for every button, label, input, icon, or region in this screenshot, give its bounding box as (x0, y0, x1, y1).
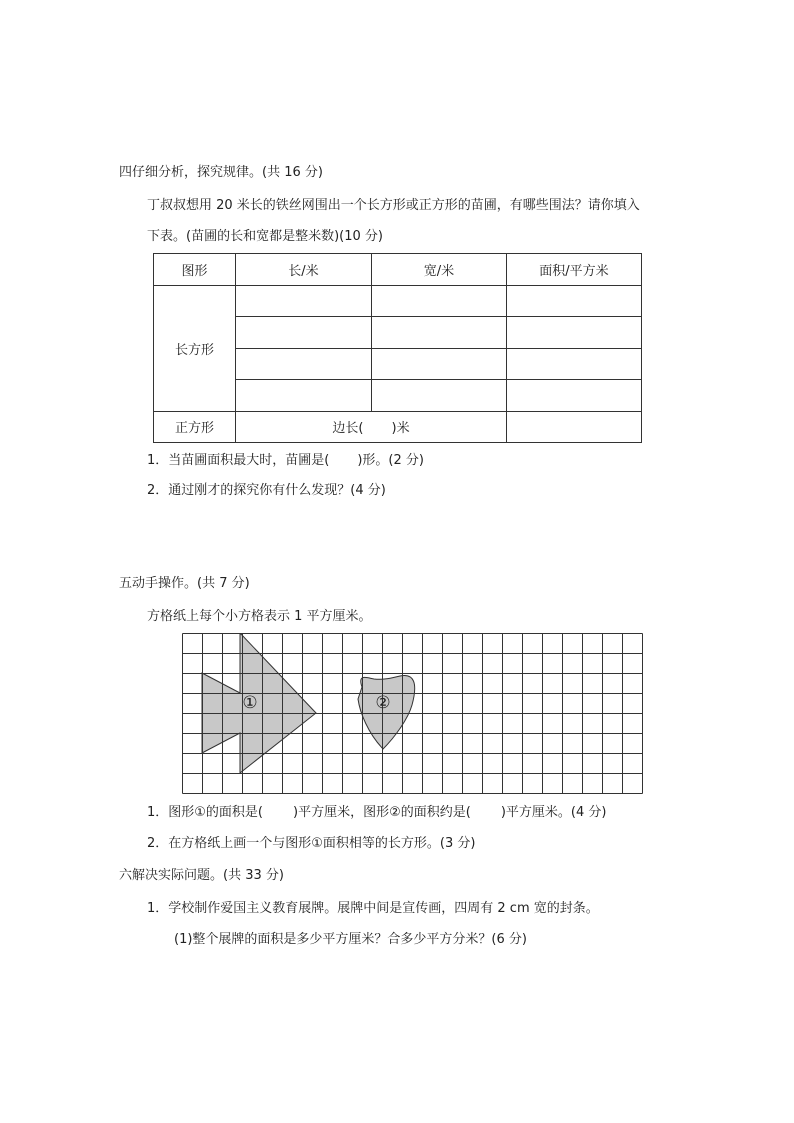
section-4-intro-line-2: 下表。(苗圃的长和宽都是整米数)(10 分) (147, 229, 383, 244)
section-6-question-1: 1．学校制作爱国主义教育展牌。展牌中间是宣传画，四周有 2 cm 宽的封条。 (147, 901, 599, 916)
answer-cell[interactable] (236, 380, 372, 412)
section-6-heading: 六解决实际问题。(共 33 分) (119, 868, 284, 883)
answer-cell[interactable] (372, 317, 507, 349)
q1-part-b: )平方厘米，图形②的面积约是( (293, 805, 471, 820)
section-6-question-1-sub-1: (1)整个展牌的面积是多少平方厘米？合多少平方分米？(6 分) (174, 932, 527, 947)
answer-cell[interactable] (507, 317, 642, 349)
rectangle-label-cell: 长方形 (154, 285, 236, 411)
answer-cell[interactable] (236, 348, 372, 380)
answer-cell[interactable] (507, 285, 642, 317)
section-5-question-1 (147, 804, 606, 822)
shape-2-label: ② (375, 693, 391, 713)
section-4-intro-line-1: 丁叔叔想用 20 米长的铁丝网围出一个长方形或正方形的苗圃，有哪些围法？请你填入 (147, 198, 640, 213)
header-length: 长/米 (236, 254, 372, 286)
fence-table (153, 253, 642, 443)
answer-cell[interactable] (507, 348, 642, 380)
q1-text-before: 1．当苗圃面积最大时，苗圃是( (147, 453, 330, 468)
q1-text-after: )形。(2 分) (357, 453, 424, 468)
q1-part-c: )平方厘米。(4 分) (500, 805, 607, 820)
answer-cell[interactable] (372, 348, 507, 380)
answer-cell[interactable] (507, 411, 642, 443)
grid-paper[interactable] (182, 633, 644, 796)
header-area: 面积/平方米 (507, 254, 642, 286)
section-4-heading: 四仔细分析，探究规律。(共 16 分) (119, 165, 323, 180)
section-5-heading: 五动手操作。(共 7 分) (119, 576, 250, 591)
answer-cell[interactable] (236, 285, 372, 317)
answer-cell[interactable] (507, 380, 642, 412)
header-shape: 图形 (154, 254, 236, 286)
square-side-cell (236, 411, 507, 443)
shape-1-label: ① (242, 693, 258, 713)
table-row (154, 411, 642, 443)
table-header-row (154, 254, 642, 286)
side-text-after: )米 (391, 421, 410, 437)
section-5-note: 方格纸上每个小方格表示 1 平方厘米。 (147, 609, 372, 624)
side-text-before: 边长( (332, 421, 364, 437)
answer-cell[interactable] (236, 317, 372, 349)
section-4-question-1 (147, 452, 424, 470)
section-5-question-2: 2．在方格纸上画一个与图形①面积相等的长方形。(3 分) (147, 836, 476, 851)
q1-part-a: 1．图形①的面积是( (147, 805, 263, 820)
answer-cell[interactable] (372, 285, 507, 317)
square-label-cell: 正方形 (154, 411, 236, 443)
section-4-question-2: 2．通过刚才的探究你有什么发现？(4 分) (147, 483, 386, 498)
table-row (154, 285, 642, 317)
header-width: 宽/米 (372, 254, 507, 286)
answer-cell[interactable] (372, 380, 507, 412)
